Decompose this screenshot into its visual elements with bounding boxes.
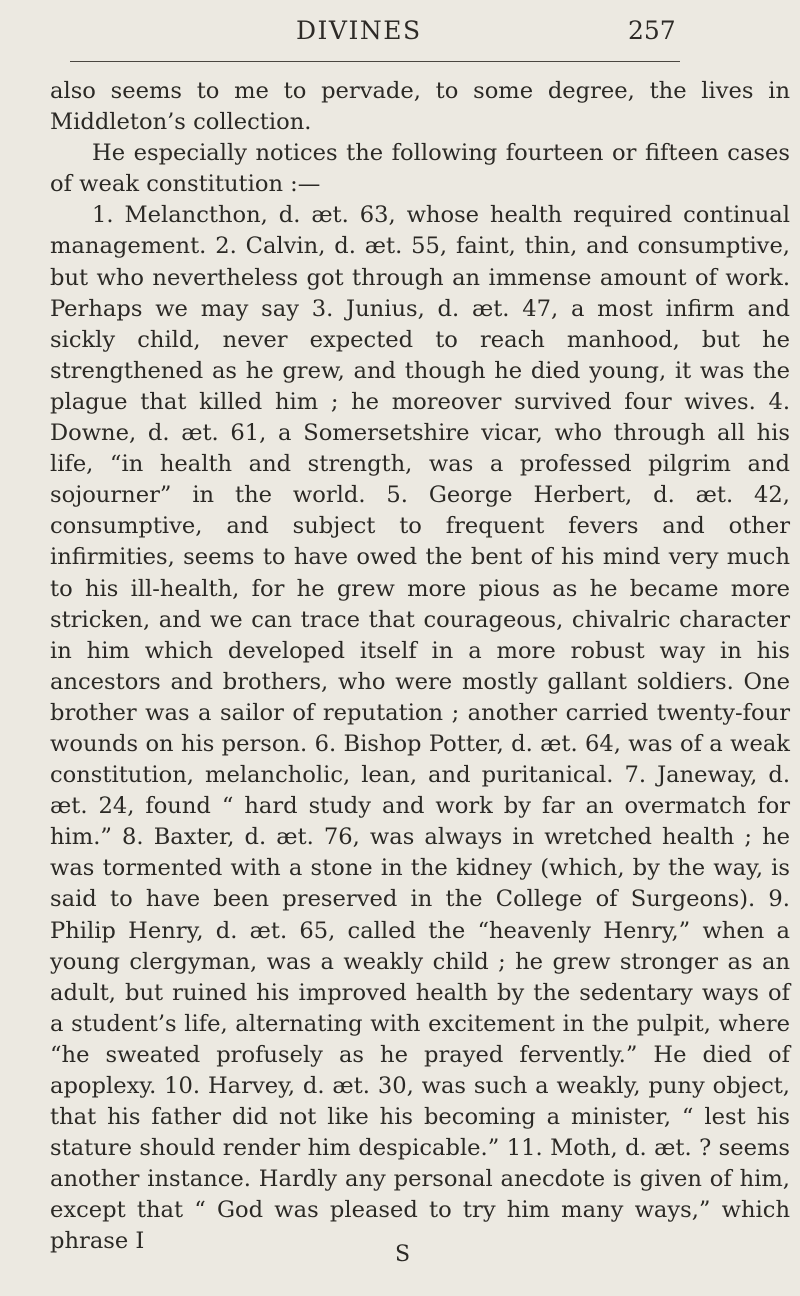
paragraph: He especially notices the following fourteen or fifteen cases of weak constitution :— bbox=[50, 140, 790, 198]
paragraph: also seems to me to pervade, to some degree, the lives in Middleton’s collection. bbox=[50, 78, 790, 136]
signature-mark: S bbox=[395, 1242, 411, 1267]
header-rule bbox=[70, 61, 680, 62]
paragraph: 1. Melancthon, d. æt. 63, whose health required continual management. 2. Calvin, d. æt. 55, faint, thin, and consumptive, but who nevertheless got through an immense amount of work. Perhaps we may say 3. Junius, d. æt. 47, a most infirm and sickly child, never expected to reach manhood, but he strengthened as he grew, and though he died young, it was the plague that killed him ; he moreover survived four wives. 4. Downe, d. æt. 61, a Somersetshire vicar, who through all his life, “in health and strength, was a professed pilgrim and sojourner” in the world. 5. George Herbert, d. æt. 42, consumptive, and subject to frequent fevers and other infirmities, seems to have owed the bent of his mind very much to his ill-health, for he grew more pious as he became more stricken, and we can trace that courageous, chivalric character in him which developed itself in a more robust way in his ancestors and brothers, who were mostly gallant soldiers. One brother was a sailor of reputation ; another carried twenty-four wounds on his person. 6. Bishop Potter, d. æt. 64, was of a weak constitution, melancholic, lean, and puritanical. 7. Janeway, d. æt. 24, found “ hard study and work by far an overmatch for him.” 8. Baxter, d. æt. 76, was always in wretched health ; he was tormented with a stone in the kidney (which, by the way, is said to have been preserved in the College of Surgeons). 9. Philip Henry, d. æt. 65, called the “heavenly Henry,” when a young clergyman, was a weakly child ; he grew stronger as an adult, but ruined his improved health by the sedentary ways of a student’s life, alternating with excitement in the pulpit, where “he sweated profusely as he prayed fervently.” He died of apoplexy. 10. Harvey, d. æt. 30, was such a weakly, puny object, that his father did not like his becoming a minister, “ lest his stature should render him despicable.” 11. Moth, d. æt. ? seems another instance. Hardly any personal anecdote is given of him, except that “ God was pleased to try him many ways,” which phrase I bbox=[50, 202, 790, 1255]
page-number: 257 bbox=[628, 16, 676, 45]
page-header bbox=[0, 14, 800, 54]
body-text bbox=[50, 76, 790, 1258]
running-head: DIVINES bbox=[296, 16, 422, 45]
